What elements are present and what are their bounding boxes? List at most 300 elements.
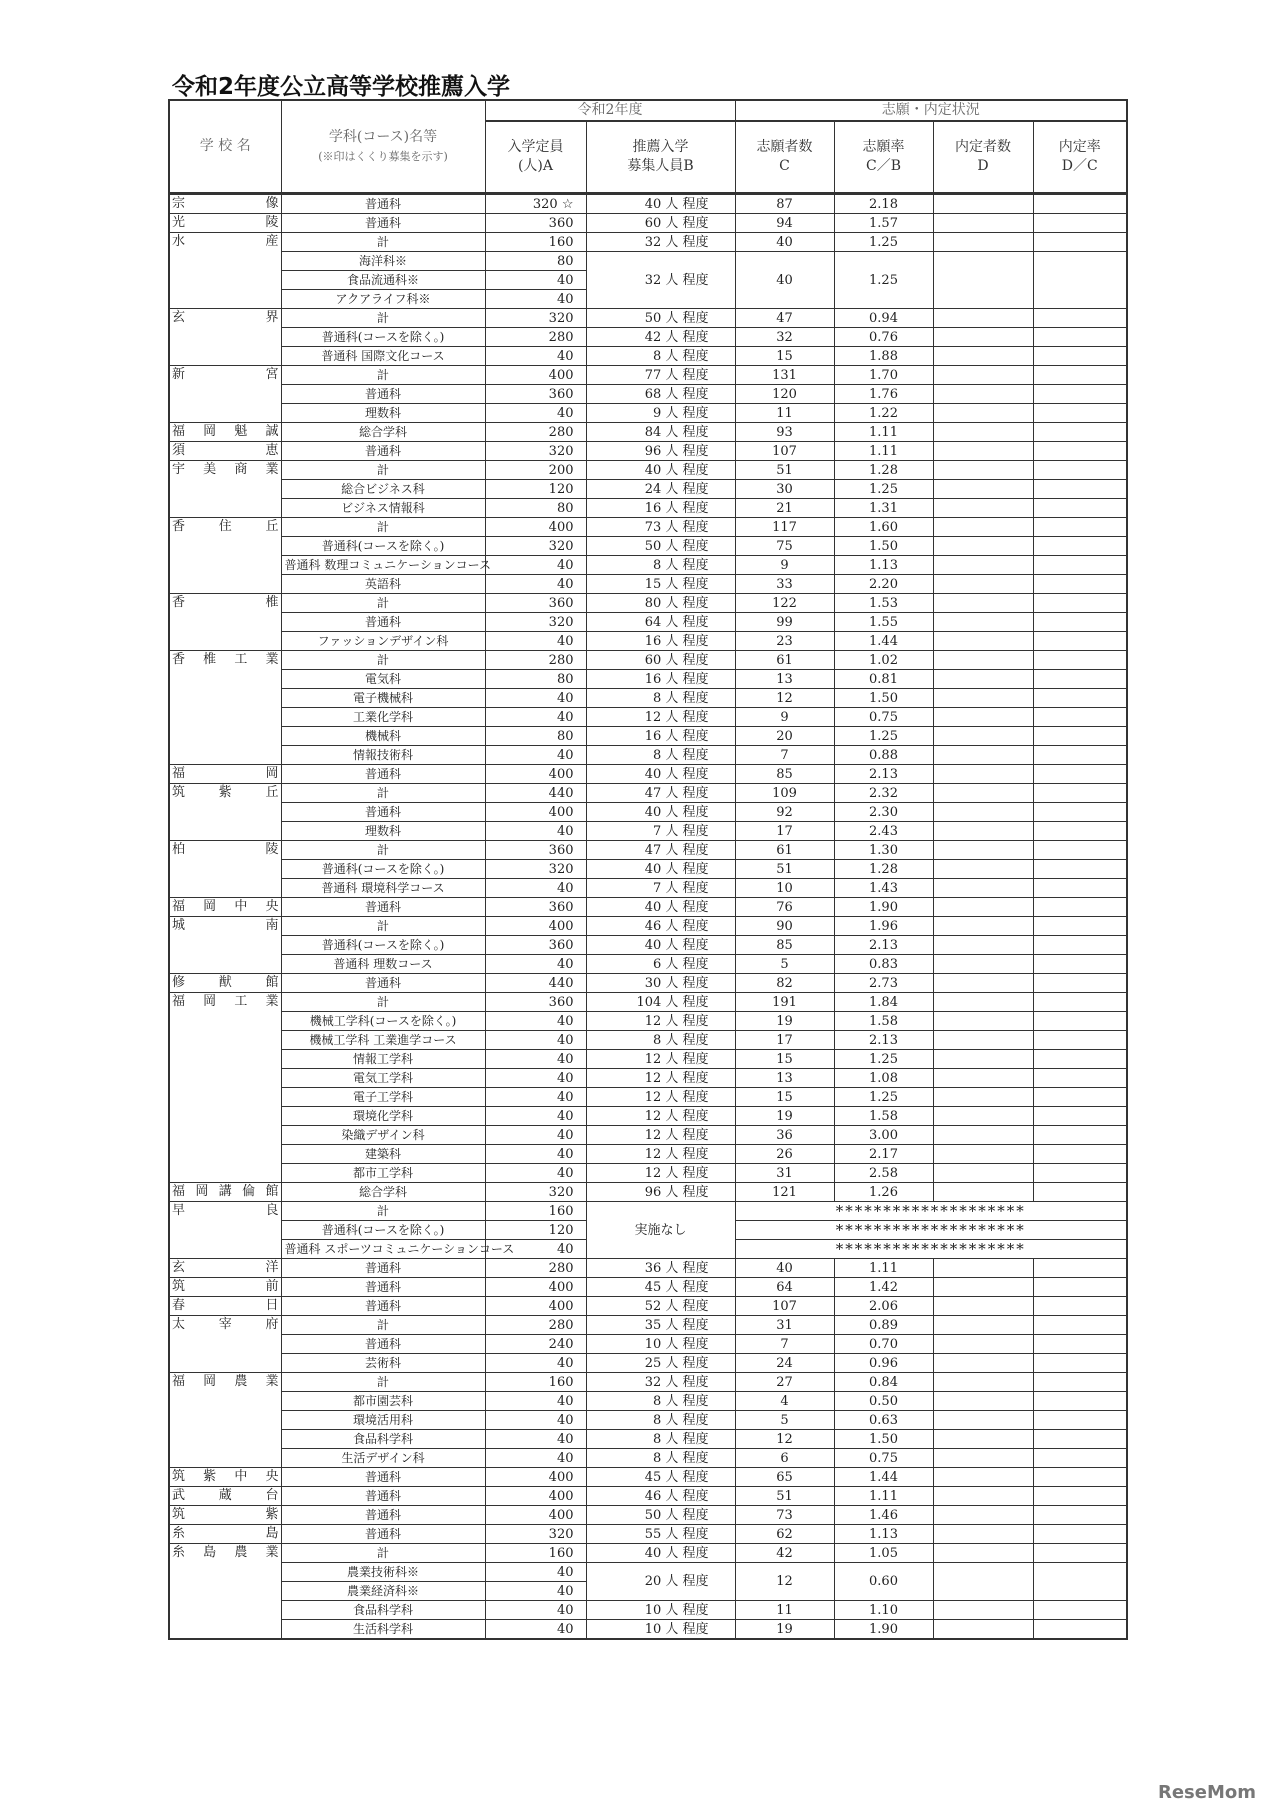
capacity: 280 (485, 1316, 586, 1335)
admit-rate (1033, 1183, 1127, 1202)
admitted (933, 670, 1033, 689)
ratio: 1.50 (834, 689, 933, 708)
applicants: 120 (735, 385, 834, 404)
capacity: 320 (485, 860, 586, 879)
admitted (933, 613, 1033, 632)
capacity: 320 (485, 613, 586, 632)
col-recommend-quota: 推薦入学 募集人員B (586, 121, 735, 194)
school-name: 糸島農業 (169, 1544, 281, 1640)
capacity: 80 (485, 252, 586, 271)
admit-rate (1033, 1259, 1127, 1278)
course-name: 建築科 (281, 1145, 485, 1164)
table-row (169, 1525, 1127, 1544)
admitted (933, 194, 1033, 214)
table-row (169, 575, 1127, 594)
admit-rate (1033, 1544, 1127, 1563)
capacity: 200 (485, 461, 586, 480)
course-name: 計 (281, 518, 485, 537)
admitted (933, 404, 1033, 423)
ratio: 1.22 (834, 404, 933, 423)
course-name: 普通科(コースを除く。) (281, 860, 485, 879)
table-row (169, 385, 1127, 404)
ratio: 0.75 (834, 1449, 933, 1468)
course-name: 電子工学科 (281, 1088, 485, 1107)
admit-rate (1033, 252, 1127, 309)
admitted (933, 385, 1033, 404)
course-name: 計 (281, 233, 485, 252)
course-name: 計 (281, 993, 485, 1012)
ratio: 1.08 (834, 1069, 933, 1088)
ratio: 0.94 (834, 309, 933, 328)
applicants: 12 (735, 689, 834, 708)
recommend-quota: 47 人 程度 (586, 841, 735, 860)
school-name: 筑紫 (169, 1506, 281, 1525)
applicants: 92 (735, 803, 834, 822)
admit-rate (1033, 955, 1127, 974)
admit-rate (1033, 727, 1127, 746)
table-row (169, 860, 1127, 879)
ratio: 1.28 (834, 461, 933, 480)
ratio: 0.81 (834, 670, 933, 689)
admit-rate (1033, 1145, 1127, 1164)
table-row (169, 1563, 1127, 1582)
applicants: 40 (735, 1259, 834, 1278)
ratio: 0.60 (834, 1563, 933, 1601)
admit-rate (1033, 1069, 1127, 1088)
col-applicants: 志願者数 C (735, 121, 834, 194)
course-name: 計 (281, 309, 485, 328)
table-row (169, 347, 1127, 366)
admitted (933, 689, 1033, 708)
course-name: 普通科 (281, 803, 485, 822)
capacity: 40 (485, 1411, 586, 1430)
capacity: 400 (485, 518, 586, 537)
admitted (933, 974, 1033, 993)
course-name: 電気科 (281, 670, 485, 689)
applicants: 9 (735, 708, 834, 727)
school-name: 福岡工業 (169, 993, 281, 1183)
admitted (933, 632, 1033, 651)
admitted (933, 1107, 1033, 1126)
admit-rate (1033, 1563, 1127, 1601)
table-row (169, 1145, 1127, 1164)
capacity: 40 (485, 1031, 586, 1050)
applicants: 87 (735, 194, 834, 214)
recommend-quota: 9 人 程度 (586, 404, 735, 423)
admitted (933, 1316, 1033, 1335)
recommend-quota: 12 人 程度 (586, 1012, 735, 1031)
capacity: 280 (485, 328, 586, 347)
recommend-quota: 16 人 程度 (586, 499, 735, 518)
ratio: 0.75 (834, 708, 933, 727)
admit-rate (1033, 1392, 1127, 1411)
admitted (933, 442, 1033, 461)
table-row (169, 1031, 1127, 1050)
recommend-quota: 50 人 程度 (586, 537, 735, 556)
table-row (169, 1278, 1127, 1297)
recommend-quota: 16 人 程度 (586, 670, 735, 689)
course-name: 英語科 (281, 575, 485, 594)
course-name: 普通科 (281, 974, 485, 993)
recommend-quota: 16 人 程度 (586, 632, 735, 651)
recommend-quota: 12 人 程度 (586, 1126, 735, 1145)
course-name: 計 (281, 1544, 485, 1563)
admitted (933, 803, 1033, 822)
capacity: 160 (485, 1202, 586, 1221)
recommend-quota: 60 人 程度 (586, 651, 735, 670)
admit-rate (1033, 936, 1127, 955)
admitted (933, 366, 1033, 385)
admit-rate (1033, 442, 1127, 461)
admit-rate (1033, 1297, 1127, 1316)
admit-rate (1033, 1373, 1127, 1392)
school-name: 福岡講倫館 (169, 1183, 281, 1202)
ratio: 1.28 (834, 860, 933, 879)
recommend-quota: 32 人 程度 (586, 252, 735, 309)
ratio: 1.90 (834, 898, 933, 917)
ratio: 1.25 (834, 233, 933, 252)
recommend-quota: 6 人 程度 (586, 955, 735, 974)
table-row (169, 309, 1127, 328)
course-name: 計 (281, 461, 485, 480)
admit-rate (1033, 309, 1127, 328)
admitted (933, 822, 1033, 841)
ratio: 0.84 (834, 1373, 933, 1392)
admitted (933, 841, 1033, 860)
table-row (169, 423, 1127, 442)
ratio: 1.11 (834, 1487, 933, 1506)
admitted (933, 1411, 1033, 1430)
admit-rate (1033, 1430, 1127, 1449)
admitted (933, 575, 1033, 594)
school-name: 玄界 (169, 309, 281, 366)
admit-rate (1033, 784, 1127, 803)
ratio: 1.50 (834, 537, 933, 556)
ratio: 1.60 (834, 518, 933, 537)
table-row (169, 1354, 1127, 1373)
course-name: 電子機械科 (281, 689, 485, 708)
applicants: 27 (735, 1373, 834, 1392)
capacity: 40 (485, 689, 586, 708)
ratio: 0.76 (834, 328, 933, 347)
recommend-quota: 96 人 程度 (586, 1183, 735, 1202)
admit-rate (1033, 879, 1127, 898)
admitted (933, 1354, 1033, 1373)
recommend-quota: 8 人 程度 (586, 556, 735, 575)
course-name: ビジネス情報科 (281, 499, 485, 518)
capacity: 40 (485, 347, 586, 366)
applicants: 15 (735, 1050, 834, 1069)
applicants: 85 (735, 936, 834, 955)
table-row (169, 1297, 1127, 1316)
capacity: 360 (485, 594, 586, 613)
ratio: 2.06 (834, 1297, 933, 1316)
table-row (169, 1202, 1127, 1221)
capacity: 40 (485, 404, 586, 423)
capacity: 280 (485, 1259, 586, 1278)
school-name: 早良 (169, 1202, 281, 1259)
recommend-quota: 32 人 程度 (586, 1373, 735, 1392)
ratio: 1.42 (834, 1278, 933, 1297)
admit-rate (1033, 632, 1127, 651)
admit-rate (1033, 1411, 1127, 1430)
admit-rate (1033, 214, 1127, 233)
capacity: 80 (485, 499, 586, 518)
admit-rate (1033, 651, 1127, 670)
applicants: 121 (735, 1183, 834, 1202)
admitted (933, 1373, 1033, 1392)
course-name: 芸術科 (281, 1354, 485, 1373)
recommend-quota: 36 人 程度 (586, 1259, 735, 1278)
admitted (933, 917, 1033, 936)
col-capacity: 入学定員 (人)A (485, 121, 586, 194)
admitted (933, 1601, 1033, 1620)
course-name: 理数科 (281, 404, 485, 423)
course-name: 普通科 (281, 1259, 485, 1278)
applicants: 9 (735, 556, 834, 575)
applicants: 61 (735, 841, 834, 860)
table-row (169, 955, 1127, 974)
recommend-quota: 40 人 程度 (586, 461, 735, 480)
capacity: 40 (485, 1164, 586, 1183)
recommend-quota: 40 人 程度 (586, 803, 735, 822)
applicants: 36 (735, 1126, 834, 1145)
table-row (169, 822, 1127, 841)
school-name: 宇美商業 (169, 461, 281, 518)
capacity: 360 (485, 993, 586, 1012)
admitted (933, 499, 1033, 518)
applicants: 19 (735, 1107, 834, 1126)
capacity: 40 (485, 1069, 586, 1088)
capacity: 280 (485, 423, 586, 442)
admit-rate (1033, 328, 1127, 347)
applicants: 73 (735, 1506, 834, 1525)
applicants: 11 (735, 1601, 834, 1620)
admit-rate (1033, 1601, 1127, 1620)
table-row (169, 1335, 1127, 1354)
school-name: 宗像 (169, 194, 281, 214)
ratio: 1.96 (834, 917, 933, 936)
capacity: 400 (485, 1487, 586, 1506)
admit-rate (1033, 366, 1127, 385)
course-name: 計 (281, 1316, 485, 1335)
ratio: 1.25 (834, 480, 933, 499)
course-name: ファッションデザイン科 (281, 632, 485, 651)
table-row (169, 1088, 1127, 1107)
admit-rate (1033, 1449, 1127, 1468)
applicants: 40 (735, 233, 834, 252)
admit-rate (1033, 594, 1127, 613)
school-name: 柏陵 (169, 841, 281, 898)
recommend-quota: 25 人 程度 (586, 1354, 735, 1373)
course-name: 普通科 (281, 1297, 485, 1316)
recommend-quota: 8 人 程度 (586, 1031, 735, 1050)
table-row (169, 194, 1127, 214)
course-name: 都市園芸科 (281, 1392, 485, 1411)
admitted (933, 1297, 1033, 1316)
recommend-quota: 8 人 程度 (586, 746, 735, 765)
school-name: 筑紫丘 (169, 784, 281, 841)
ratio: 1.13 (834, 1525, 933, 1544)
table-row (169, 1449, 1127, 1468)
table-row (169, 499, 1127, 518)
course-name: 海洋科※ (281, 252, 485, 271)
admitted (933, 746, 1033, 765)
recommend-quota: 15 人 程度 (586, 575, 735, 594)
ratio: 1.13 (834, 556, 933, 575)
admitted (933, 1050, 1033, 1069)
admitted (933, 1335, 1033, 1354)
asterisk-fill: ******************** (735, 1240, 1127, 1259)
applicants: 191 (735, 993, 834, 1012)
admitted (933, 1392, 1033, 1411)
admitted (933, 993, 1033, 1012)
admit-rate (1033, 518, 1127, 537)
admitted (933, 328, 1033, 347)
applicants: 21 (735, 499, 834, 518)
recommend-quota: 84 人 程度 (586, 423, 735, 442)
capacity: 240 (485, 1335, 586, 1354)
ratio: 2.17 (834, 1145, 933, 1164)
applicants: 131 (735, 366, 834, 385)
table-row (169, 632, 1127, 651)
admit-rate (1033, 860, 1127, 879)
table-row (169, 1373, 1127, 1392)
table-row (169, 879, 1127, 898)
course-name: 普通科 (281, 1506, 485, 1525)
course-name: 普通科 (281, 442, 485, 461)
ratio: 1.25 (834, 1088, 933, 1107)
table-row (169, 993, 1127, 1012)
ratio: 1.11 (834, 442, 933, 461)
course-name: 計 (281, 784, 485, 803)
group-header-year: 令和2年度 (485, 100, 735, 121)
capacity: 40 (485, 632, 586, 651)
applicants: 47 (735, 309, 834, 328)
school-name: 香椎 (169, 594, 281, 651)
applicants: 76 (735, 898, 834, 917)
recommend-quota: 7 人 程度 (586, 822, 735, 841)
course-name: アクアライフ科※ (281, 290, 485, 309)
recommend-quota: 52 人 程度 (586, 1297, 735, 1316)
capacity: 40 (485, 1126, 586, 1145)
table-row (169, 442, 1127, 461)
admitted (933, 1449, 1033, 1468)
capacity: 440 (485, 784, 586, 803)
admit-rate (1033, 841, 1127, 860)
admit-rate (1033, 1316, 1127, 1335)
admit-rate (1033, 1278, 1127, 1297)
applicants: 5 (735, 955, 834, 974)
admit-rate (1033, 822, 1127, 841)
applicants: 19 (735, 1620, 834, 1640)
applicants: 61 (735, 651, 834, 670)
course-name: 計 (281, 366, 485, 385)
admitted (933, 233, 1033, 252)
capacity: 40 (485, 1430, 586, 1449)
table-row (169, 1164, 1127, 1183)
table-row (169, 613, 1127, 632)
capacity: 320 (485, 1525, 586, 1544)
course-name: 普通科 (281, 214, 485, 233)
ratio: 1.55 (834, 613, 933, 632)
capacity: 40 (485, 1354, 586, 1373)
admitted (933, 1126, 1033, 1145)
course-name: 環境活用科 (281, 1411, 485, 1430)
course-name: 普通科 (281, 613, 485, 632)
admit-rate (1033, 423, 1127, 442)
capacity: 440 (485, 974, 586, 993)
table-row (169, 1069, 1127, 1088)
admitted (933, 1620, 1033, 1640)
recommend-quota: 12 人 程度 (586, 1145, 735, 1164)
recommend-quota: 77 人 程度 (586, 366, 735, 385)
table-row (169, 1259, 1127, 1278)
capacity: 40 (485, 708, 586, 727)
applicants: 23 (735, 632, 834, 651)
col-ratio: 志願率 C／B (834, 121, 933, 194)
applicants: 65 (735, 1468, 834, 1487)
table-row (169, 252, 1127, 271)
table-row (169, 1316, 1127, 1335)
asterisk-fill: ******************** (735, 1221, 1127, 1240)
page-title: 令和2年度公立高等学校推薦入学 (172, 74, 511, 100)
applicants: 7 (735, 746, 834, 765)
admitted (933, 1145, 1033, 1164)
capacity: 80 (485, 727, 586, 746)
recommend-quota: 30 人 程度 (586, 974, 735, 993)
admitted (933, 1544, 1033, 1563)
recommend-quota: 8 人 程度 (586, 1430, 735, 1449)
ratio: 0.50 (834, 1392, 933, 1411)
school-name: 太宰府 (169, 1316, 281, 1373)
admitted (933, 651, 1033, 670)
table-row (169, 1544, 1127, 1563)
table-row (169, 556, 1127, 575)
admit-rate (1033, 233, 1127, 252)
course-name: 生活科学科 (281, 1620, 485, 1640)
capacity: 40 (485, 955, 586, 974)
admitted (933, 1563, 1033, 1601)
course-name: 情報工学科 (281, 1050, 485, 1069)
applicants: 5 (735, 1411, 834, 1430)
capacity: 40 (485, 822, 586, 841)
ratio: 1.11 (834, 1259, 933, 1278)
capacity: 400 (485, 803, 586, 822)
ratio: 1.44 (834, 1468, 933, 1487)
capacity: 40 (485, 1449, 586, 1468)
capacity: 360 (485, 385, 586, 404)
course-name: 普通科 環境科学コース (281, 879, 485, 898)
school-name: 春日 (169, 1297, 281, 1316)
applicants: 64 (735, 1278, 834, 1297)
school-name: 福岡農業 (169, 1373, 281, 1468)
course-name: 機械工学科 工業進学コース (281, 1031, 485, 1050)
ratio: 1.58 (834, 1107, 933, 1126)
ratio: 2.32 (834, 784, 933, 803)
admit-rate (1033, 499, 1127, 518)
table-row (169, 328, 1127, 347)
table-row (169, 841, 1127, 860)
ratio: 2.13 (834, 765, 933, 784)
school-name: 福岡魁誠 (169, 423, 281, 442)
capacity: 40 (485, 746, 586, 765)
ratio: 0.83 (834, 955, 933, 974)
ratio: 1.11 (834, 423, 933, 442)
resemom-watermark: ReseMom (1157, 1782, 1256, 1803)
table-row (169, 689, 1127, 708)
ratio: 1.25 (834, 1050, 933, 1069)
